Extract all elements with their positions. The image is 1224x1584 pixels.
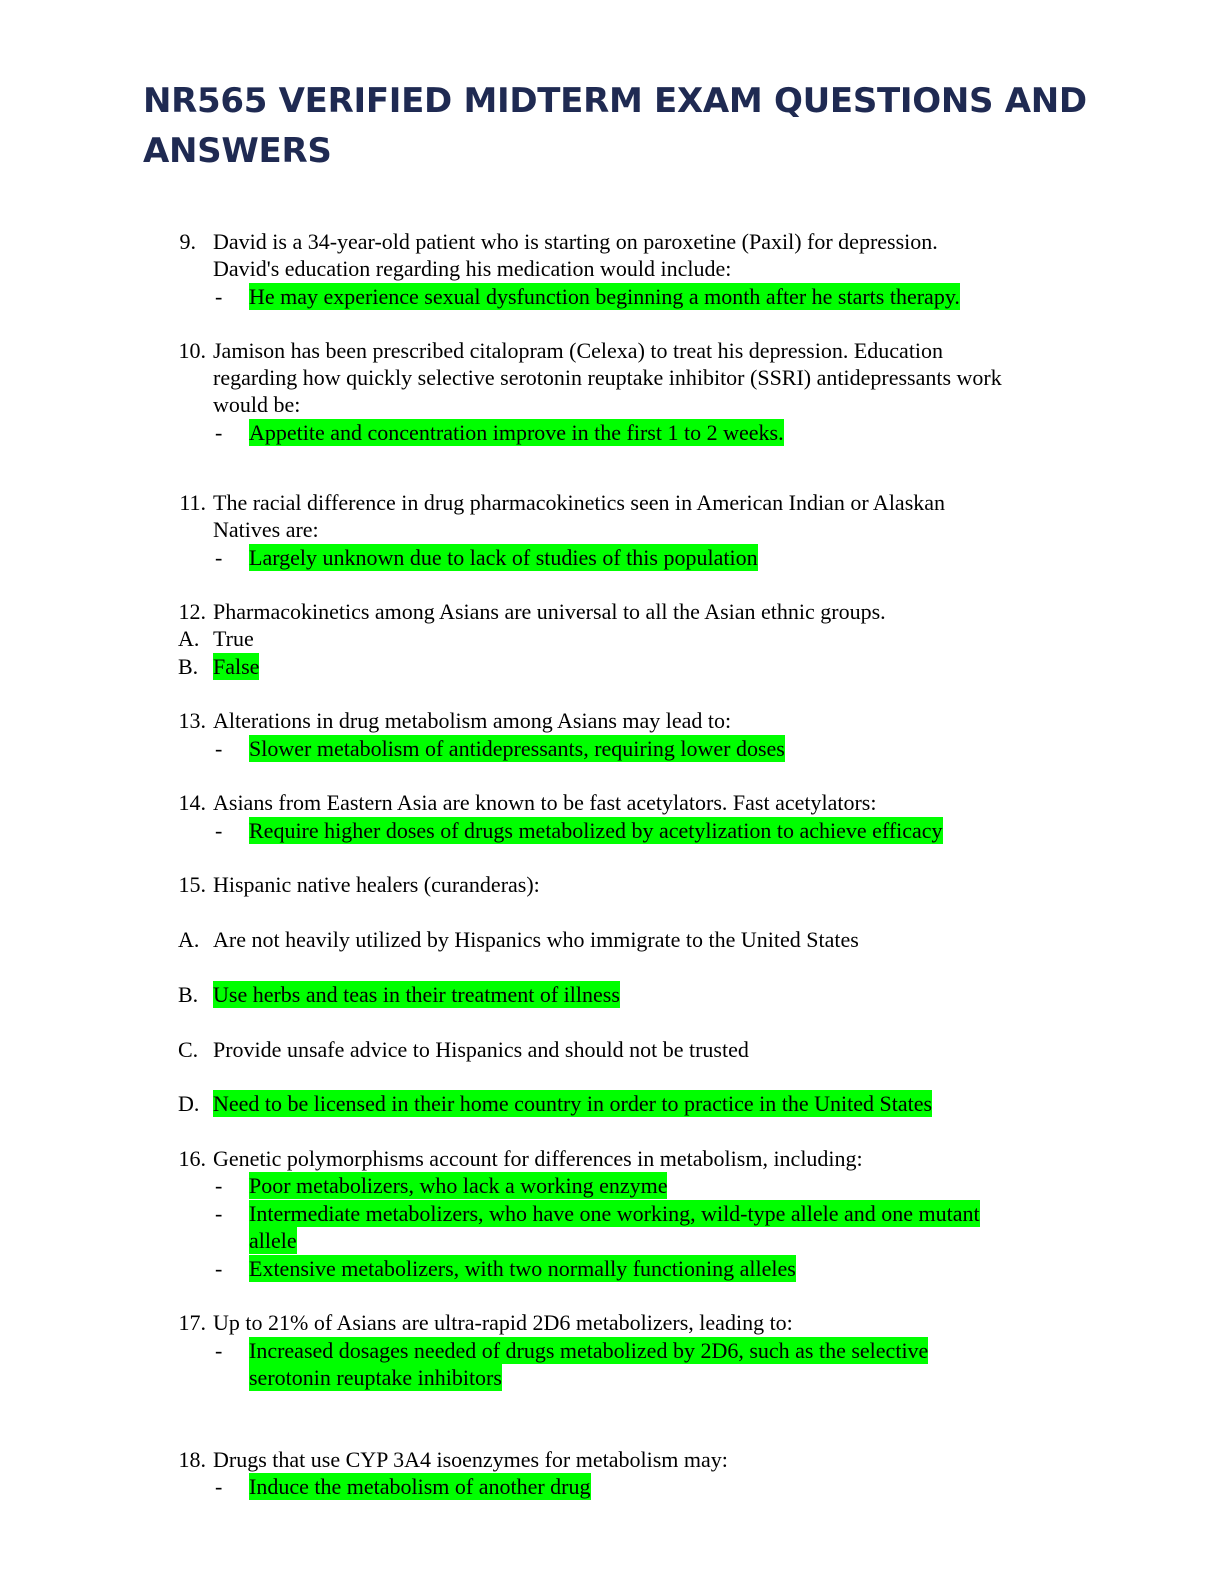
question-text: Hispanic native healers (curanderas): [213, 872, 540, 897]
bullet-dash: - [215, 1173, 223, 1198]
bullet-dash: - [215, 1256, 223, 1281]
answer-highlight: allele [249, 1228, 297, 1253]
option-letter: A. [178, 626, 200, 651]
bullet-dash: - [215, 1474, 223, 1499]
question-number: 15. [178, 872, 206, 897]
question-number: 12. [178, 599, 206, 624]
option-letter: D. [178, 1091, 200, 1116]
option-text: True [213, 626, 254, 651]
question-text: Up to 21% of Asians are ultra-rapid 2D6 metabolizers, leading to: [213, 1310, 793, 1335]
question-text: Genetic polymorphisms account for differences in metabolism, including: [213, 1146, 863, 1171]
answer-highlight: Extensive metabolizers, with two normally functioning alleles [249, 1256, 796, 1281]
bullet-dash: - [215, 1201, 223, 1226]
bullet-dash: - [215, 284, 223, 309]
answer-highlight: serotonin reuptake inhibitors [249, 1365, 502, 1390]
question-text: Jamison has been prescribed citalopram (Celexa) to treat his depression. Education [213, 338, 944, 363]
question-number: 14. [178, 790, 206, 815]
question-text: David's education regarding his medication would include: [213, 256, 732, 281]
answer-highlight: Appetite and concentration improve in the first 1 to 2 weeks. [249, 420, 784, 445]
option-text-highlighted: Need to be licensed in their home country in order to practice in the United States [213, 1091, 933, 1116]
answer-highlight: Slower metabolism of antidepressants, requiring lower doses [249, 736, 785, 761]
question-text: Pharmacokinetics among Asians are universal to all the Asian ethnic groups. [213, 599, 886, 624]
question-number: 10. [178, 338, 206, 363]
option-text-highlighted: Use herbs and teas in their treatment of illness [213, 982, 620, 1007]
question-text: Alterations in drug metabolism among Asians may lead to: [213, 708, 732, 733]
question-text: Drugs that use CYP 3A4 isoenzymes for metabolism may: [213, 1447, 728, 1472]
question-text: David is a 34-year-old patient who is starting on paroxetine (Paxil) for depression. [213, 229, 938, 254]
bullet-dash: - [215, 736, 223, 761]
question-number: 17. [178, 1310, 206, 1335]
question-text: Natives are: [213, 517, 319, 542]
question-text: The racial difference in drug pharmacokinetics seen in American Indian or Alaskan [213, 490, 946, 515]
question-text: Asians from Eastern Asia are known to be fast acetylators. Fast acetylators: [213, 790, 877, 815]
answer-highlight: Require higher doses of drugs metabolized by acetylization to achieve efficacy [249, 818, 943, 843]
question-number: 13. [178, 708, 206, 733]
option-letter: B. [178, 654, 199, 679]
title-line-2: ANSWERS [143, 131, 332, 171]
title-line-1: NR565 VERIFIED MIDTERM EXAM QUESTIONS AND [143, 81, 1087, 121]
question-number: 16. [178, 1146, 206, 1171]
answer-highlight: Induce the metabolism of another drug [249, 1474, 591, 1499]
question-text: regarding how quickly selective serotonin reuptake inhibitor (SSRI) antidepressants work [213, 365, 1002, 390]
answer-highlight: Poor metabolizers, who lack a working enzyme [249, 1173, 668, 1198]
answer-highlight: Increased dosages needed of drugs metabolized by 2D6, such as the selective [249, 1338, 929, 1363]
question-number: 11. [179, 490, 206, 515]
answer-highlight: Intermediate metabolizers, who have one working, wild-type allele and one mutant [249, 1201, 980, 1226]
question-number: 18. [178, 1447, 206, 1472]
bullet-dash: - [215, 420, 223, 445]
bullet-dash: - [215, 545, 223, 570]
option-letter: B. [178, 982, 199, 1007]
option-letter: C. [178, 1037, 199, 1062]
bullet-dash: - [215, 1338, 223, 1363]
question-number: 9. [179, 229, 196, 254]
option-letter: A. [178, 927, 200, 952]
document-title [143, 76, 1103, 176]
option-text-highlighted: False [213, 654, 260, 679]
option-text: Are not heavily utilized by Hispanics who immigrate to the United States [213, 927, 859, 952]
option-text: Provide unsafe advice to Hispanics and should not be trusted [213, 1037, 749, 1062]
answer-highlight: Largely unknown due to lack of studies of this population [249, 545, 758, 570]
bullet-dash: - [215, 818, 223, 843]
answer-highlight: He may experience sexual dysfunction beginning a month after he starts therapy. [249, 284, 960, 309]
question-text: would be: [213, 392, 301, 417]
